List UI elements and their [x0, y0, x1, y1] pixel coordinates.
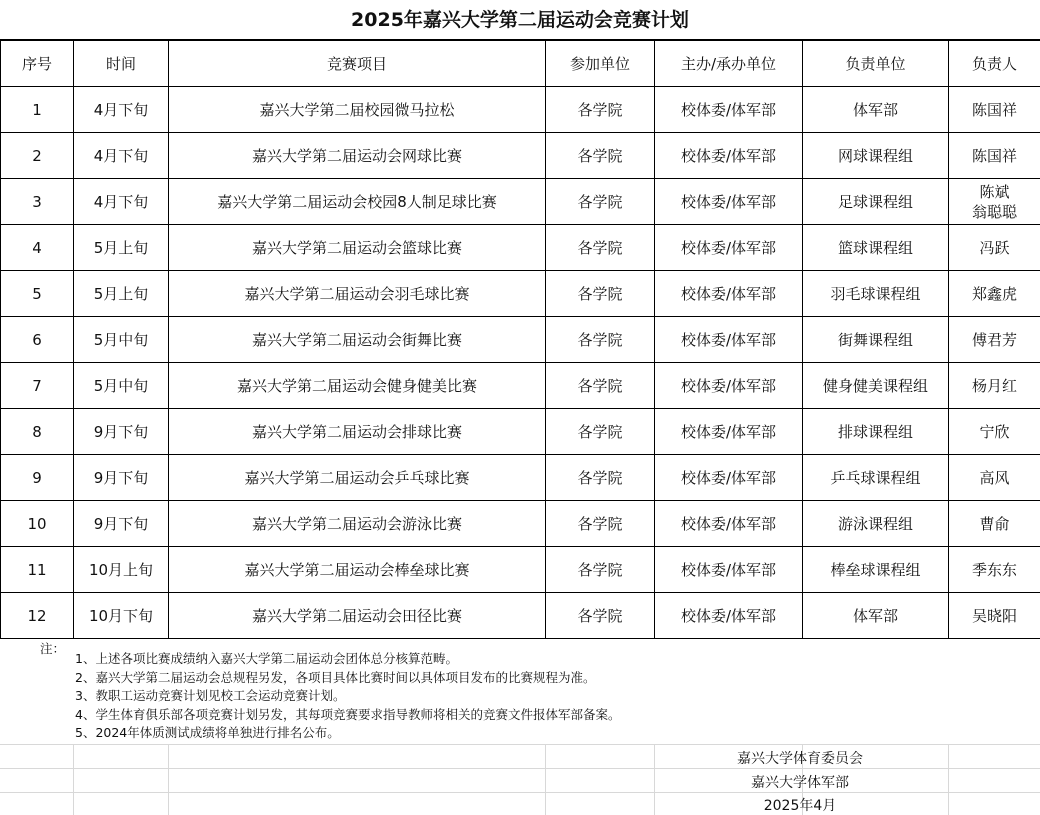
cell-person: [949, 225, 1040, 271]
table-row: [1, 225, 1040, 271]
cell-participants: 各学院: [546, 547, 655, 593]
table-row: [1, 271, 1040, 317]
person-name: 陈斌: [979, 182, 1010, 201]
cell-event: 嘉兴大学第二届运动会游泳比赛: [169, 501, 546, 547]
cell-unit: 足球课程组: [803, 179, 949, 225]
notes-section: [0, 638, 1040, 744]
cell-unit: 乒乓球课程组: [803, 455, 949, 501]
cell-participants: 各学院: [546, 87, 655, 133]
person-name: 吴晓阳: [971, 606, 1017, 625]
cell-no: 6: [1, 317, 74, 363]
cell-time: 10月下旬: [74, 593, 169, 639]
header-time: 时间: [74, 41, 169, 87]
header-participants: 参加单位: [546, 41, 655, 87]
cell-time: 4月下旬: [74, 87, 169, 133]
signature-department: 嘉兴大学体军部: [751, 775, 849, 791]
cell-event: 嘉兴大学第二届运动会网球比赛: [169, 133, 546, 179]
cell-no: 11: [1, 547, 74, 593]
person-name: 陈国祥: [971, 100, 1017, 119]
cell-participants: 各学院: [546, 409, 655, 455]
cell-host: 校体委/体军部: [655, 225, 803, 271]
cell-unit: 体军部: [803, 593, 949, 639]
grid-line: [168, 744, 169, 815]
cell-host: 校体委/体军部: [655, 87, 803, 133]
header-no: 序号: [1, 41, 74, 87]
cell-person: [949, 547, 1040, 593]
person-name: 翁聪聪: [971, 202, 1017, 221]
person-name: 陈国祥: [971, 146, 1017, 165]
table-row: [1, 87, 1040, 133]
grid-line: [0, 792, 1040, 793]
cell-participants: 各学院: [546, 271, 655, 317]
cell-person: [949, 363, 1040, 409]
note-item: 4、学生体育俱乐部各项竞赛计划另发，其每项竞赛要求指导教师将相关的竞赛文件报体军部备案。: [75, 706, 621, 722]
grid-line: [948, 744, 949, 815]
cell-person: [949, 317, 1040, 363]
table-header-row: [1, 41, 1040, 87]
header-event: 竞赛项目: [169, 41, 546, 87]
grid-line: [545, 744, 546, 815]
signature-date: 2025年4月: [763, 798, 837, 814]
cell-participants: 各学院: [546, 225, 655, 271]
cell-participants: 各学院: [546, 501, 655, 547]
cell-unit: 棒垒球课程组: [803, 547, 949, 593]
notes-label: 注：: [40, 641, 66, 656]
person-name: 高风: [979, 468, 1010, 487]
table-row: [1, 363, 1040, 409]
cell-event: 嘉兴大学第二届运动会排球比赛: [169, 409, 546, 455]
cell-unit: 游泳课程组: [803, 501, 949, 547]
cell-no: 9: [1, 455, 74, 501]
cell-host: 校体委/体军部: [655, 133, 803, 179]
cell-time: 4月下旬: [74, 179, 169, 225]
cell-event: 嘉兴大学第二届校园微马拉松: [169, 87, 546, 133]
cell-event: 嘉兴大学第二届运动会校园8人制足球比赛: [169, 179, 546, 225]
person-name: 冯跃: [979, 238, 1010, 257]
cell-participants: 各学院: [546, 363, 655, 409]
cell-host: 校体委/体军部: [655, 501, 803, 547]
cell-participants: 各学院: [546, 179, 655, 225]
cell-host: 校体委/体军部: [655, 179, 803, 225]
cell-event: 嘉兴大学第二届运动会田径比赛: [169, 593, 546, 639]
table-row: [1, 547, 1040, 593]
cell-participants: 各学院: [546, 317, 655, 363]
cell-time: 9月下旬: [74, 409, 169, 455]
person-name: 季东东: [971, 560, 1017, 579]
cell-host: 校体委/体军部: [655, 547, 803, 593]
cell-no: 8: [1, 409, 74, 455]
header-host: 主办/承办单位: [655, 41, 803, 87]
cell-unit: 网球课程组: [803, 133, 949, 179]
cell-no: 1: [1, 87, 74, 133]
cell-unit: 排球课程组: [803, 409, 949, 455]
cell-event: 嘉兴大学第二届运动会乒乓球比赛: [169, 455, 546, 501]
signature-committee: 嘉兴大学体育委员会: [737, 751, 863, 767]
cell-time: 5月上旬: [74, 225, 169, 271]
cell-person: [949, 409, 1040, 455]
cell-person: [949, 87, 1040, 133]
person-name: 宁欣: [979, 422, 1010, 441]
cell-no: 2: [1, 133, 74, 179]
cell-time: 10月上旬: [74, 547, 169, 593]
table-row: [1, 455, 1040, 501]
grid-line: [0, 744, 1040, 745]
cell-no: 7: [1, 363, 74, 409]
cell-time: 9月下旬: [74, 455, 169, 501]
cell-unit: 篮球课程组: [803, 225, 949, 271]
table-row: [1, 593, 1040, 639]
cell-unit: 街舞课程组: [803, 317, 949, 363]
cell-host: 校体委/体军部: [655, 363, 803, 409]
cell-unit: 羽毛球课程组: [803, 271, 949, 317]
person-name: 曹俞: [979, 514, 1010, 533]
cell-no: 5: [1, 271, 74, 317]
cell-host: 校体委/体军部: [655, 409, 803, 455]
cell-unit: 体军部: [803, 87, 949, 133]
table-row: [1, 179, 1040, 225]
cell-no: 10: [1, 501, 74, 547]
competition-plan-table: [0, 40, 1040, 639]
table-row: [1, 133, 1040, 179]
notes-list: [75, 650, 620, 743]
cell-event: 嘉兴大学第二届运动会篮球比赛: [169, 225, 546, 271]
cell-person: [949, 133, 1040, 179]
table-row: [1, 501, 1040, 547]
cell-person: [949, 501, 1040, 547]
person-name: 郑鑫虎: [971, 284, 1017, 303]
person-name: 傅君芳: [971, 330, 1017, 349]
cell-host: 校体委/体军部: [655, 271, 803, 317]
grid-line: [654, 744, 655, 815]
table-row: [1, 317, 1040, 363]
cell-time: 4月下旬: [74, 133, 169, 179]
cell-participants: 各学院: [546, 593, 655, 639]
cell-person: [949, 455, 1040, 501]
grid-line: [0, 768, 1040, 769]
header-person: 负责人: [949, 41, 1040, 87]
cell-host: 校体委/体军部: [655, 455, 803, 501]
cell-no: 4: [1, 225, 74, 271]
cell-time: 5月上旬: [74, 271, 169, 317]
note-item: 1、上述各项比赛成绩纳入嘉兴大学第二届运动会团体总分核算范畴。: [75, 651, 458, 666]
cell-time: 9月下旬: [74, 501, 169, 547]
note-item: 2、嘉兴大学第二届运动会总规程另发，各项目具体比赛时间以具体项目发布的比赛规程为准。: [75, 669, 596, 685]
cell-host: 校体委/体军部: [655, 593, 803, 639]
cell-no: 12: [1, 593, 74, 639]
cell-participants: 各学院: [546, 455, 655, 501]
grid-line: [73, 744, 74, 815]
cell-person: [949, 271, 1040, 317]
cell-event: 嘉兴大学第二届运动会棒垒球比赛: [169, 547, 546, 593]
cell-event: 嘉兴大学第二届运动会羽毛球比赛: [169, 271, 546, 317]
note-item: 5、2024年体质测试成绩将单独进行排名公布。: [75, 725, 340, 740]
note-item: 3、教职工运动竞赛计划见校工会运动竞赛计划。: [75, 688, 346, 703]
cell-event: 嘉兴大学第二届运动会健身健美比赛: [169, 363, 546, 409]
cell-person: [949, 593, 1040, 639]
cell-participants: 各学院: [546, 133, 655, 179]
cell-no: 3: [1, 179, 74, 225]
cell-event: 嘉兴大学第二届运动会街舞比赛: [169, 317, 546, 363]
cell-person: [949, 179, 1040, 225]
person-name: 杨月红: [971, 376, 1017, 395]
cell-time: 5月中旬: [74, 363, 169, 409]
cell-host: 校体委/体军部: [655, 317, 803, 363]
table-row: [1, 409, 1040, 455]
page-title: 2025年嘉兴大学第二届运动会竞赛计划: [351, 9, 689, 31]
cell-time: 5月中旬: [74, 317, 169, 363]
cell-unit: 健身健美课程组: [803, 363, 949, 409]
header-unit: 负责单位: [803, 41, 949, 87]
